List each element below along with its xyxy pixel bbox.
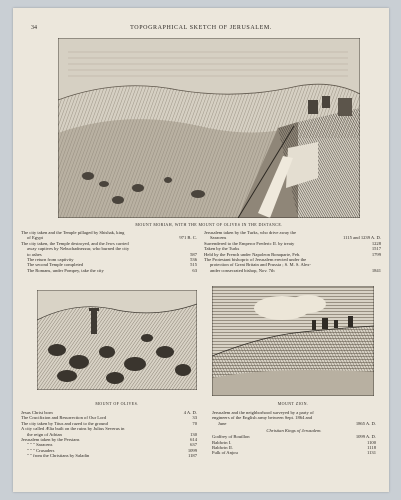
chronology-row: A city called Ælia built on the ruins by Julius Severus in xyxy=(21,426,125,432)
chronology-row: Jerusalem taken by the Turks, who drive away the xyxy=(204,230,296,235)
kings-row: Baldwin II. 1118 xyxy=(212,444,376,450)
chronology-row: " " " Saracens 637 xyxy=(27,442,197,448)
chronology-bottom-right xyxy=(212,410,376,456)
chronology-row: The city taken by Titus and razed to the ground 70 xyxy=(21,420,197,426)
chronology-row: The city taken, the Temple destroyed, and the Jews carried xyxy=(21,240,129,246)
chronology-row: The Romans, under Pompey, take the city 63 xyxy=(27,267,197,273)
chronology-row: the reign of Adrian 130 xyxy=(27,431,197,437)
running-head: TOPOGRAPHICAL SKETCH OF JERUSALEM. xyxy=(130,25,272,31)
kings-heading: Christian Kings of Jerusalem. xyxy=(266,428,322,434)
mount-zion-illustration xyxy=(212,286,374,396)
chronology-row: The Crucifixion and Resurrection of Our Lord 33 xyxy=(21,415,197,421)
page-number: 34 xyxy=(31,25,37,31)
chronology-row: Jerusalem taken by the Persians 614 xyxy=(21,436,197,442)
chronology-row: The second Temple completed 515 xyxy=(27,262,197,268)
chronology-row: Held by the French under Napoleon Bonaparte, Feb. 1799 xyxy=(204,251,381,257)
chronology-row: protection of Great Britain and Prussia ; S. M. S. Alex- xyxy=(210,262,311,268)
mount-moriah-illustration xyxy=(58,38,360,218)
chronology-row: The return from captivity 536 xyxy=(27,256,197,262)
chronology-row: " " from the Christians by Saladin 1187 xyxy=(27,453,197,459)
chronology-row: Taken by the Turks 1517 xyxy=(204,246,381,252)
chronology-row: Jesus Christ born 4 A. D. xyxy=(21,410,197,415)
engraving-mount-moriah xyxy=(58,38,360,218)
chronology-row: Jerusalem and the neighborhood surveyed by a party of xyxy=(212,410,314,415)
caption-mount-of-olives: MOUNT OF OLIVES. xyxy=(95,401,139,406)
chronology-row: Surrendered to the Emperor Frederic II. by treaty 1228 xyxy=(204,240,381,246)
kings-row: Godfrey of Bouillon 1099 A. D. xyxy=(212,434,376,440)
caption-mount-zion: MOUNT ZION. xyxy=(277,401,309,406)
chronology-row: " " " Crusaders 1099 xyxy=(27,447,197,453)
chronology-top-left xyxy=(21,230,197,273)
chronology-row: away captives by Nebuchadnezzar, who burned the city xyxy=(27,246,130,252)
chronology-row: to ashes 587 xyxy=(27,251,197,257)
chronology-bottom-left xyxy=(21,410,197,459)
chronology-row: ander consecrated bishop, Nov. 7th 1841 xyxy=(210,267,381,273)
page-header xyxy=(13,25,389,35)
kings-row: Fulk of Anjou 1131 xyxy=(212,450,376,456)
chronology-row: of Egypt 971 B. C. xyxy=(27,235,197,241)
chronology-row: The Protestant bishopric of Jerusalem erected under the xyxy=(204,256,307,262)
kings-row: Baldwin I. 1100 xyxy=(212,439,376,445)
mount-of-olives-illustration xyxy=(37,290,197,390)
chronology-row: engineers of the English army between Sept. 1864 and xyxy=(212,415,313,421)
engraving-mount-zion xyxy=(212,286,374,396)
chronology-top-right xyxy=(204,230,381,273)
engraving-mount-of-olives xyxy=(37,290,197,390)
chronology-row: June 1865 A. D. xyxy=(218,420,376,426)
chronology-row: Saracens 1115 and 1239 A. D. xyxy=(210,235,381,241)
book-page xyxy=(13,8,389,492)
caption-mount-moriah: MOUNT MORIAH, WITH THE MOUNT OF OLIVES IN THE DISTANCE. xyxy=(135,222,283,227)
chronology-row: The city taken and the Temple pillaged by Shishak, king xyxy=(21,230,125,235)
